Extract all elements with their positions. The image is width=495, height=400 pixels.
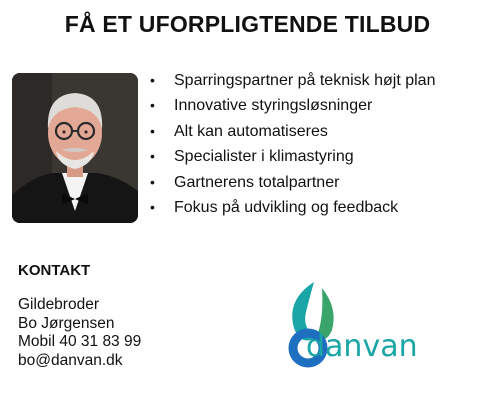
feature-item: • Sparringspartner på teknisk højt plan xyxy=(148,68,435,93)
danvan-logo xyxy=(272,278,432,370)
feature-list xyxy=(148,68,435,220)
feature-item: • Innovative styringsløsninger xyxy=(148,93,435,118)
contact-heading: KONTAKT xyxy=(18,262,91,279)
feature-item: • Alt kan automatiseres xyxy=(148,119,435,144)
contact-phone: Mobil 40 31 83 99 xyxy=(18,333,142,351)
contact-name: Bo Jørgensen xyxy=(18,314,115,332)
portrait-illustration xyxy=(12,73,138,223)
feature-item: • Fokus på udvikling og feedback xyxy=(148,195,435,220)
page-title: FÅ ET UFORPLIGTENDE TILBUD xyxy=(64,11,431,37)
logo-wordmark: danvan xyxy=(306,329,418,364)
portrait-photo xyxy=(12,73,138,223)
contact-title: Gildebroder xyxy=(18,296,99,313)
feature-item: • Gartnerens totalpartner xyxy=(148,170,435,195)
contact-email: bo@danvan.dk xyxy=(18,352,123,370)
contact-details xyxy=(18,296,141,371)
feature-item: • Specialister i klimastyring xyxy=(148,144,435,169)
